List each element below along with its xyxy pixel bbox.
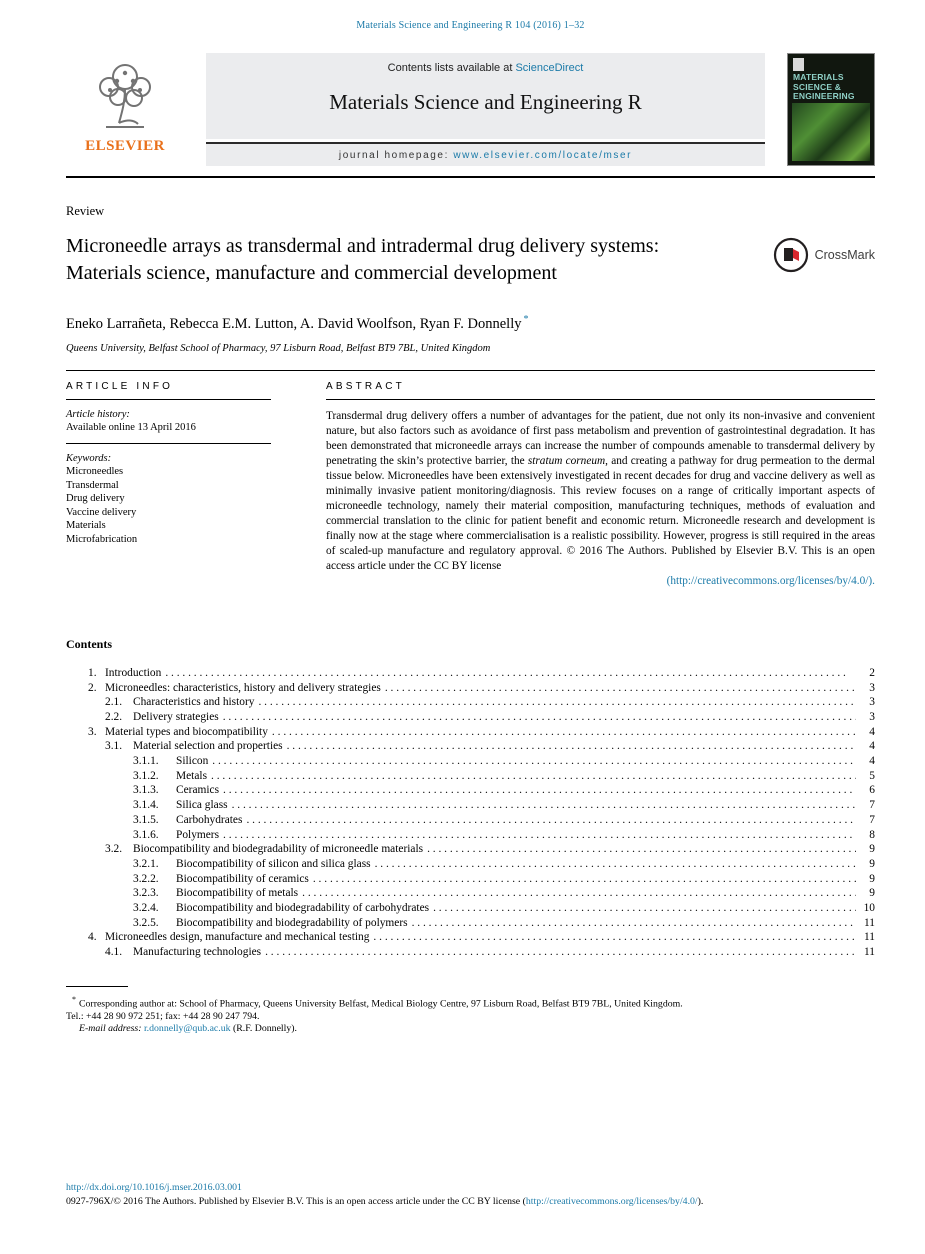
- article-history-label: Article history:: [66, 408, 130, 420]
- toc-label: Biocompatibility and biodegradability of polymers: [176, 916, 408, 929]
- crossmark-icon: [773, 237, 809, 273]
- elsevier-tree-icon: [82, 57, 168, 131]
- toc-page-number: 4: [869, 740, 875, 753]
- toc-page-number: 9: [869, 872, 875, 885]
- toc-leader: [375, 857, 856, 872]
- keyword-item: Materials: [66, 520, 106, 532]
- journal-header: [66, 53, 875, 166]
- toc-leader: [412, 916, 856, 931]
- footnote-block: [66, 986, 875, 1036]
- cover-publisher-mark: [793, 58, 804, 71]
- toc-row: [66, 798, 875, 813]
- toc-row: [66, 783, 875, 798]
- toc-label: Delivery strategies: [133, 710, 219, 723]
- journal-banner-main: [206, 53, 765, 139]
- crossmark-label: CrossMark: [814, 248, 875, 262]
- toc-row: [66, 769, 875, 784]
- toc-label: Biocompatibility and biodegradability of microneedle materials: [133, 843, 424, 856]
- footnote-corresponding-text: Corresponding author at: School of Pharmacy, Queens University Belfast, Medical Biology Centre, 97 Lisburn Road, Belfast BT9 7BL, United Kingdom.: [79, 998, 683, 1010]
- toc-number: 3.2.3.: [133, 887, 159, 900]
- toc-number: 3.2.1.: [133, 857, 159, 870]
- toc-number: 3.1.1.: [133, 755, 159, 768]
- toc-number: 3.1.3.: [133, 784, 159, 797]
- toc-number: 3.1.: [105, 740, 123, 753]
- toc-row: [66, 666, 875, 681]
- toc-label: Silicon: [176, 755, 209, 768]
- toc-row: [66, 681, 875, 696]
- journal-cover-thumbnail[interactable]: [787, 53, 875, 166]
- toc-label: Ceramics: [176, 784, 220, 797]
- toc-label: Material selection and properties: [133, 740, 283, 753]
- toc-page-number: 11: [864, 946, 875, 959]
- toc-number: 3.2.: [105, 843, 123, 856]
- toc-row: [66, 739, 875, 754]
- toc-row: [66, 754, 875, 769]
- toc-label: Microneedles: characteristics, history and delivery strategies: [105, 681, 381, 694]
- header-rule: [66, 176, 875, 178]
- toc-number: 3.2.4.: [133, 902, 159, 915]
- abstract-italic-term: stratum corneum: [527, 454, 606, 467]
- abstract-column: [326, 371, 875, 589]
- toc-page-number: 9: [869, 843, 875, 856]
- author-names: Eneko Larrañeta, Rebecca E.M. Lutton, A. David Woolfson, Ryan F. Donnelly: [66, 315, 522, 332]
- toc-leader: [313, 872, 856, 887]
- toc-row: [66, 725, 875, 740]
- toc-row: [66, 930, 875, 945]
- affiliation: Queens University, Belfast School of Pharmacy, 97 Lisburn Road, Belfast BT9 7BL, United Kingdom: [66, 342, 491, 354]
- toc-row: [66, 842, 875, 857]
- toc-number: 2.1.: [105, 696, 123, 709]
- cover-image: [792, 103, 870, 161]
- toc-label: Material types and biocompatibility: [105, 725, 268, 738]
- journal-homepage-line: [206, 142, 765, 166]
- toc-leader: [165, 666, 856, 681]
- toc-page-number: 3: [869, 710, 875, 723]
- toc-leader: [302, 886, 856, 901]
- toc-number: 3.: [88, 725, 97, 738]
- toc-number: 3.1.4.: [133, 799, 159, 812]
- toc-leader: [265, 945, 856, 960]
- abstract-heading: ABSTRACT: [326, 371, 875, 400]
- toc-row: [66, 916, 875, 931]
- elsevier-wordmark: ELSEVIER: [85, 138, 165, 154]
- journal-citation-link[interactable]: Materials Science and Engineering R 104 (2016) 1–32: [356, 20, 585, 31]
- toc-page-number: 4: [869, 725, 875, 738]
- toc-page-number: 9: [869, 887, 875, 900]
- toc-leader: [385, 681, 856, 696]
- toc-page-number: 3: [869, 696, 875, 709]
- sciencedirect-link[interactable]: ScienceDirect: [515, 62, 584, 74]
- toc-label: Polymers: [176, 828, 220, 841]
- footnote-asterisk: *: [72, 994, 76, 1004]
- toc-page-number: 4: [869, 755, 875, 768]
- toc-row: [66, 813, 875, 828]
- toc-row: [66, 695, 875, 710]
- toc-row: [66, 710, 875, 725]
- footnote-corresponding: [66, 994, 875, 1011]
- keyword-item: Microfabrication: [66, 533, 138, 545]
- toc-label: Biocompatibility and biodegradability of carbohydrates: [176, 902, 430, 915]
- toc-page-number: 11: [864, 916, 875, 929]
- authors-line: [66, 314, 875, 333]
- abstract-copyright: © 2016 The Authors. Published by Elsevier B.V. This is an open access article under the CC BY license: [326, 544, 875, 572]
- article-info-column: [66, 371, 271, 589]
- page-footer: [66, 1181, 875, 1208]
- elsevier-logo: [66, 53, 184, 166]
- article-type-label: Review: [66, 204, 105, 218]
- toc-leader: [211, 769, 856, 784]
- toc-leader: [373, 930, 856, 945]
- toc-leader: [223, 783, 856, 798]
- keyword-item: Microneedles: [66, 466, 124, 478]
- toc-page-number: 8: [869, 828, 875, 841]
- toc-page-number: 10: [863, 902, 875, 915]
- abstract-license-line: [326, 574, 875, 589]
- table-of-contents: [66, 666, 875, 960]
- toc-label: Characteristics and history: [133, 696, 255, 709]
- toc-row: [66, 945, 875, 960]
- journal-cover: [787, 53, 875, 166]
- email-link[interactable]: r.donnelly@qub.ac.uk: [143, 1023, 231, 1035]
- toc-leader: [427, 842, 856, 857]
- email-label: E-mail address:: [79, 1023, 142, 1035]
- keyword-item: Drug delivery: [66, 493, 125, 505]
- toc-label: Biocompatibility of metals: [176, 887, 299, 900]
- copyright-suffix: ).: [697, 1195, 704, 1207]
- toc-page-number: 7: [869, 799, 875, 812]
- journal-homepage-link[interactable]: www.elsevier.com/locate/mser: [453, 150, 633, 161]
- journal-banner: [206, 53, 765, 166]
- journal-homepage-prefix: journal homepage:: [338, 150, 454, 161]
- corresponding-author-mark: *: [523, 314, 529, 325]
- toc-number: 3.2.5.: [133, 916, 159, 929]
- toc-row: [66, 872, 875, 887]
- toc-number: 2.2.: [105, 710, 123, 723]
- abstract-part2: , and creating a pathway for drug permeation to the dermal tissue below. Microneedles have been extensively investigated in recent decades for drug and vaccine delivery as well as minimally invasive patient monitoring/diagnosis. This review focuses on a range of critically important aspects of microneedle technology, namely their material composition, manufacturing techniques, methods of evaluation and commercial translation to the clinic for patient benefit and economic return. Microneedle research and development is finally now at the stage where commercialisation is a realistic possibility. However, progress is still required in the areas of scaled-up manufacture and regulatory approval.: [326, 454, 875, 557]
- toc-page-number: 3: [869, 681, 875, 694]
- keywords-block: [66, 444, 271, 555]
- toc-number: 3.1.5.: [133, 813, 159, 826]
- article-history-block: [66, 400, 271, 444]
- cover-title-line1: MATERIALS: [793, 72, 844, 82]
- toc-label: Silica glass: [176, 799, 228, 812]
- toc-row: [66, 828, 875, 843]
- contents-available-line: [214, 62, 757, 74]
- toc-label: Metals: [176, 769, 208, 782]
- crossmark-badge[interactable]: [773, 235, 875, 275]
- toc-leader: [433, 901, 856, 916]
- email-suffix: (R.F. Donnelly).: [232, 1023, 297, 1035]
- toc-leader: [232, 798, 856, 813]
- contents-heading: Contents: [66, 636, 113, 651]
- toc-number: 1.: [88, 666, 97, 679]
- article-history-value: Available online 13 April 2016: [66, 422, 196, 434]
- toc-number: 4.: [88, 931, 97, 944]
- journal-citation: [66, 20, 875, 31]
- journal-title: Materials Science and Engineering R: [329, 90, 642, 114]
- toc-leader: [223, 710, 856, 725]
- toc-label: Carbohydrates: [176, 813, 243, 826]
- article-title: Microneedle arrays as transdermal and intradermal drug delivery systems: Materials science, manufacture and commercial development: [66, 235, 660, 284]
- keyword-item: Transdermal: [66, 479, 119, 491]
- toc-leader: [212, 754, 856, 769]
- cover-title-line3: ENGINEERING: [793, 91, 855, 101]
- cover-title-line2: SCIENCE &: [793, 81, 842, 92]
- toc-number: 3.1.2.: [133, 769, 159, 782]
- doi-link[interactable]: http://dx.doi.org/10.1016/j.mser.2016.03.001: [66, 1182, 242, 1193]
- abstract-part1: Transdermal drug delivery offers a number of advantages for the patient, due not only its non-invasive and convenient nature, but also factors such as avoidance of first pass metabolism and prevention of gastrointestinal degradation. It has been demonstrated that microneedle arrays can increase the number of compounds amenable to transdermal delivery by penetrating the skin’s protective barrier, the: [326, 409, 875, 467]
- footnote-rule: [66, 986, 128, 987]
- footnote-telephone: Tel.: +44 28 90 972 251; fax: +44 28 90 247 794.: [66, 1010, 260, 1022]
- contents-available-text: Contents lists available at: [387, 62, 516, 74]
- toc-page-number: 9: [869, 857, 875, 870]
- toc-leader: [272, 725, 856, 740]
- toc-row: [66, 857, 875, 872]
- toc-label: Manufacturing technologies: [133, 946, 262, 959]
- toc-row: [66, 901, 875, 916]
- toc-label: Introduction: [105, 666, 162, 679]
- abstract-license-link[interactable]: (http://creativecommons.org/licenses/by/4.0/).: [666, 574, 875, 587]
- toc-row: [66, 886, 875, 901]
- toc-number: 2.: [88, 681, 97, 694]
- toc-number: 3.1.6.: [133, 828, 159, 841]
- toc-label: Microneedles design, manufacture and mechanical testing: [105, 931, 370, 944]
- toc-leader: [258, 695, 856, 710]
- keywords-label: Keywords:: [66, 452, 112, 464]
- toc-number: 3.2.2.: [133, 872, 159, 885]
- toc-page-number: 2: [869, 666, 875, 679]
- keyword-item: Vaccine delivery: [66, 506, 137, 518]
- toc-leader: [246, 813, 856, 828]
- footnote-email-line: [66, 1023, 875, 1036]
- article-info-heading: ARTICLE INFO: [66, 371, 271, 400]
- toc-leader: [287, 739, 856, 754]
- toc-page-number: 11: [864, 931, 875, 944]
- abstract-text: [326, 409, 875, 574]
- toc-label: Biocompatibility of ceramics: [176, 872, 309, 885]
- copyright-line: [66, 1195, 875, 1209]
- issn-copyright-text: 0927-796X/© 2016 The Authors. Published by Elsevier B.V. This is an open access article under the CC BY license (: [66, 1195, 526, 1207]
- toc-leader: [223, 828, 856, 843]
- keywords-list: [66, 465, 271, 546]
- article-first-page: [0, 20, 925, 1207]
- footer-license-link[interactable]: http://creativecommons.org/licenses/by/4.0/: [525, 1195, 698, 1207]
- toc-page-number: 6: [869, 784, 875, 797]
- toc-page-number: 7: [869, 813, 875, 826]
- toc-label: Biocompatibility of silicon and silica glass: [176, 857, 371, 870]
- toc-page-number: 5: [869, 769, 875, 782]
- toc-number: 4.1.: [105, 946, 123, 959]
